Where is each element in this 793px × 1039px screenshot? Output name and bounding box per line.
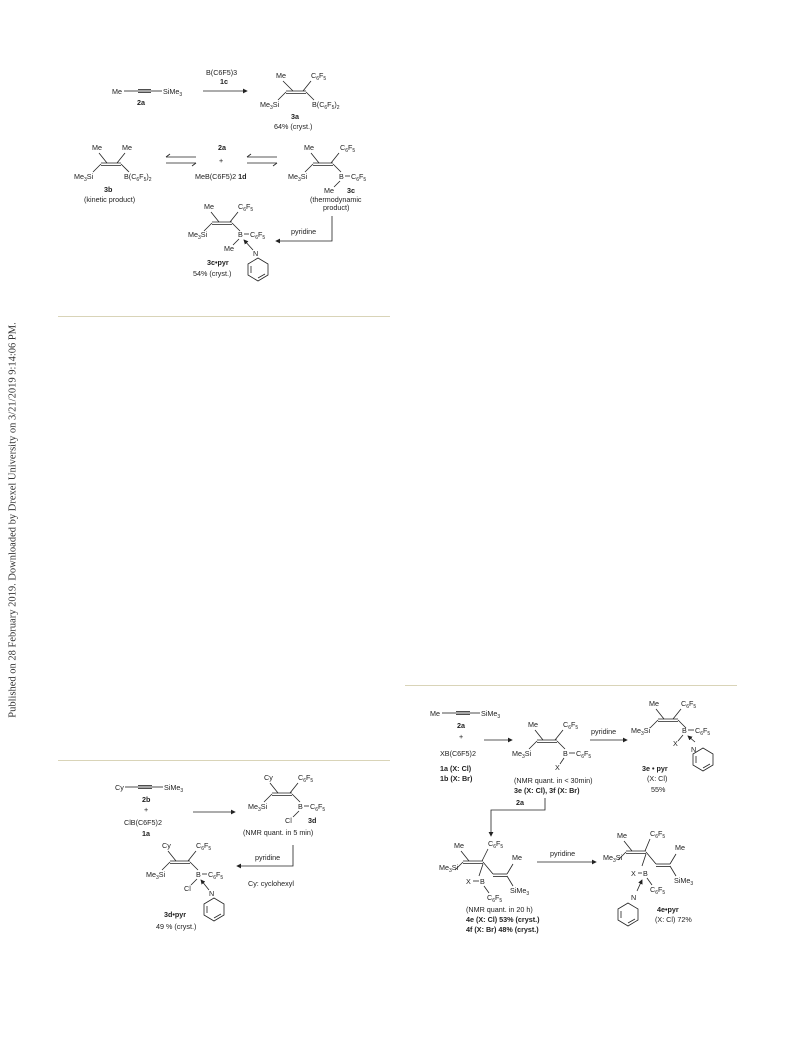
note-3e: (NMR quant. in < 30min) [514, 776, 593, 785]
svg-text:B: B [682, 726, 687, 735]
label-3d: 3d [308, 816, 317, 825]
product-3b [74, 143, 152, 204]
plus-2: + [144, 805, 149, 814]
label-3e-pyr: 3e • pyr [642, 764, 668, 773]
svg-text:Me3Si: $Me_3Si$ [260, 100, 280, 111]
svg-text:B: B [196, 870, 201, 879]
svg-text:Cl: Cl [285, 816, 292, 825]
svg-text:Me3Si: $Me_3Si$ [631, 726, 651, 737]
svg-text:C6F5: $C_6F_5$ [351, 172, 367, 183]
svg-text:B(C6F5)2: $B(C_6F_5)_2$ [312, 100, 340, 111]
svg-text:Me: Me [675, 843, 685, 852]
svg-text:C6F5: $C_6F_5$ [650, 885, 666, 896]
svg-text:Me3Si: $Me_3Si$ [439, 863, 459, 874]
svg-text:C6F5: $C_6F_5$ [196, 841, 212, 852]
reagent-1c: 1c [220, 77, 228, 86]
label-1b-s3: 1b (X: Br) [440, 774, 473, 783]
svg-text:X: X [466, 877, 471, 886]
label-2a-s3: 2a [457, 721, 465, 730]
svg-text:Cy: Cy [162, 841, 171, 850]
label-1a-s3: 1a (X: Cl) [440, 764, 472, 773]
adduct-3d-pyr [146, 841, 224, 931]
labels-3e-3f: 3e (X: Cl), 3f (X: Br) [514, 786, 580, 795]
svg-text:N: N [691, 745, 697, 754]
svg-text:Me: Me [276, 71, 286, 80]
borane-xb: XB(C6F5)2 [440, 749, 476, 758]
reagent-2a-down: 2a [516, 798, 524, 807]
svg-text:Cy: Cy [264, 773, 273, 782]
svg-text:X: X [555, 763, 560, 772]
svg-text:X: X [673, 739, 678, 748]
scheme-3 [430, 699, 713, 934]
svg-text:Me3Si: $Me_3Si$ [74, 172, 94, 183]
yield-3a: 64% (cryst.) [274, 122, 313, 131]
label-2b: 2b [142, 795, 151, 804]
svg-text:Me: Me [204, 202, 214, 211]
label-2a: 2a [137, 98, 145, 107]
thermo-note-2: product) [323, 203, 350, 212]
label-3c: 3c [347, 186, 355, 195]
svg-text:C6F5: $C_6F_5$ [208, 870, 224, 881]
svg-text:C6F5: $C_6F_5$ [487, 893, 503, 904]
svg-text:Me: Me [617, 831, 627, 840]
svg-text:X: X [631, 869, 636, 878]
svg-text:Me: Me [122, 143, 132, 152]
product-3e-3f [512, 720, 593, 795]
label-3d-pyr: 3d•pyr [164, 910, 187, 919]
svg-text:SiMe3: SiMe$_3$ [510, 886, 530, 897]
svg-text:SiMe3: SiMe$_3$ [481, 709, 501, 720]
scheme-2 [115, 773, 325, 931]
svg-text:B: B [339, 172, 344, 181]
thermo-note-1: (thermodynamic [310, 195, 362, 204]
product-3d [243, 773, 325, 837]
svg-text:Me3Si: $Me_3Si$ [512, 749, 532, 760]
svg-text:Me: Me [92, 143, 102, 152]
svg-text:Me3Si: $Me_3Si$ [146, 870, 166, 881]
adduct-4e-pyr [603, 829, 693, 926]
svg-text:Me: Me [649, 699, 659, 708]
svg-text:N: N [253, 249, 259, 258]
svg-text:SiMe3: SiMe$_3$ [164, 783, 184, 794]
svg-text:Me: Me [454, 841, 464, 850]
svg-text:B: B [643, 869, 648, 878]
svg-text:C6F5: $C_6F_5$ [250, 230, 266, 241]
svg-text:C6F5: $C_6F_5$ [650, 829, 666, 840]
label-4e-pyr: 4e•pyr [657, 905, 679, 914]
svg-text:Me: Me [304, 143, 314, 152]
pyridine-label-2: pyridine [255, 853, 281, 862]
svg-text:Me: Me [324, 186, 334, 195]
label-3c-pyr: 3c•pyr [207, 258, 229, 267]
adduct-3c-pyr [188, 202, 268, 281]
svg-text:B: B [563, 749, 568, 758]
svg-text:C6F5: $C_6F_5$ [681, 699, 697, 710]
x-3e-pyr: (X: Cl) [647, 774, 668, 783]
svg-text:B: B [480, 877, 485, 886]
svg-text:Me3Si: $Me_3Si$ [248, 802, 268, 813]
publication-side-note: Published on 28 February 2019. Downloaded by Drexel University on 3/21/2019 9:14:06 PM. [7, 322, 19, 718]
svg-text:B: B [238, 230, 243, 239]
plus-1: + [219, 156, 224, 165]
svg-text:B: B [298, 802, 303, 811]
svg-text:C6F5: $C_6F_5$ [311, 71, 327, 82]
note-4: (NMR quant. in 20 h) [466, 905, 533, 914]
svg-text:SiMe3: SiMe$_3$ [163, 87, 183, 98]
plus-3: + [459, 732, 464, 741]
yield-4e-pyr: (X: Cl) 72% [655, 915, 692, 924]
svg-text:B(C6F5)2: $B(C_6F_5)_2$ [124, 172, 152, 183]
borane-1a: ClB(C6F5)2 [124, 818, 162, 827]
svg-text:Me3Si: $Me_3Si$ [603, 853, 623, 864]
pyridine-label-3: pyridine [591, 727, 617, 736]
borane-1d: MeB(C6F5)2 1d [195, 172, 247, 181]
svg-text:N: N [209, 889, 215, 898]
svg-text:N: N [631, 893, 637, 902]
svg-text:Me3Si: $Me_3Si$ [188, 230, 208, 241]
svg-text:Me: Me [430, 709, 440, 718]
pyridine-label-1: pyridine [291, 227, 317, 236]
svg-text:C6F5: $C_6F_5$ [340, 143, 356, 154]
label-2a-center: 2a [218, 143, 226, 152]
svg-text:Cy: Cy [115, 783, 124, 792]
svg-text:Me: Me [528, 720, 538, 729]
svg-text:C6F5: $C_6F_5$ [488, 839, 504, 850]
svg-text:C6F5: $C_6F_5$ [576, 749, 592, 760]
svg-text:C6F5: $C_6F_5$ [238, 202, 254, 213]
label-1a: 1a [142, 829, 150, 838]
adduct-3e-pyr [631, 699, 713, 794]
svg-text:C6F5: $C_6F_5$ [298, 773, 314, 784]
label-3b: 3b [104, 185, 113, 194]
svg-text:C6F5: $C_6F_5$ [695, 726, 711, 737]
scheme-1 [74, 68, 366, 281]
kinetic-note: (kinetic product) [84, 195, 136, 204]
cy-note: Cy: cyclohexyl [248, 879, 294, 888]
yield-3d-pyr: 49 % (cryst.) [156, 922, 197, 931]
svg-text:C6F5: $C_6F_5$ [563, 720, 579, 731]
alkyne-2a-s3 [430, 709, 500, 783]
yield-3e-pyr: 55% [651, 785, 666, 794]
reagent-borane: B(C6F5)3 [206, 68, 238, 77]
label-4f: 4f (X: Br) 48% (cryst.) [466, 925, 539, 934]
label-3a: 3a [291, 112, 299, 121]
svg-text:Me: Me [112, 87, 122, 96]
alkyne-2a [112, 87, 182, 107]
note-3d: (NMR quant. in 5 min) [243, 828, 314, 837]
product-3c [288, 143, 366, 212]
diene-4e-4f [439, 839, 540, 934]
pyridine-label-4: pyridine [550, 849, 576, 858]
svg-text:Me: Me [512, 853, 522, 862]
svg-text:C6F5: $C_6F_5$ [310, 802, 326, 813]
svg-text:Cl: Cl [184, 884, 191, 893]
product-3a [260, 71, 340, 131]
yield-3c-pyr: 54% (cryst.) [193, 269, 232, 278]
svg-text:SiMe3: SiMe$_3$ [674, 876, 694, 887]
label-4e: 4e (X: Cl) 53% (cryst.) [466, 915, 540, 924]
svg-text:Me3Si: $Me_3Si$ [288, 172, 308, 183]
svg-text:Me: Me [224, 244, 234, 253]
alkyne-2b [115, 783, 183, 838]
